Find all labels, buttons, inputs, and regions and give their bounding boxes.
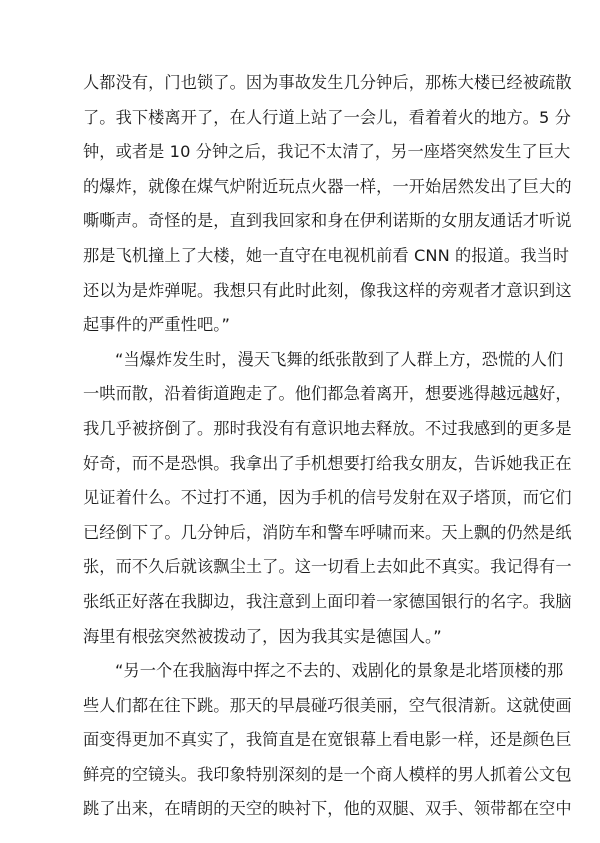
text-line: 人都没有，门也锁了。因为事故发生几分钟后，那栋大楼已经被疏散 bbox=[83, 73, 572, 92]
text-line: “当爆炸发生时，漫天飞舞的纸张散到了人群上方，恐慌的人们 bbox=[115, 349, 564, 369]
text-line: 一哄而散，沿着街道跑走了。他们都急着离开，想要逃得越远越好， bbox=[83, 384, 572, 404]
text-line: 了。我下楼离开了，在人行道上站了一会儿，看着着火的地方。5 分 bbox=[83, 107, 571, 127]
text-line: 鲜亮的空镜头。我印象特别深刻的是一个商人模样的男人抓着公文包 bbox=[83, 764, 572, 784]
paragraph-2 bbox=[83, 343, 572, 654]
body-text bbox=[83, 66, 572, 827]
text-line: 起事件的严重性吧。” bbox=[83, 315, 230, 335]
paragraph-1 bbox=[83, 66, 572, 343]
text-line: 跳了出来，在晴朗的天空的映衬下，他的双腿、双手、领带都在空中 bbox=[83, 799, 572, 819]
text-line: 那是飞机撞上了大楼，她一直守在电视机前看 CNN 的报道。我当时 bbox=[83, 245, 570, 265]
text-line: 张，而不久后就该飘尘土了。这一切看上去如此不真实。我记得有一 bbox=[83, 557, 572, 577]
text-line: 嘶嘶声。奇怪的是，直到我回家和身在伊利诺斯的女朋友通话才听说 bbox=[83, 211, 572, 231]
text-line: 已经倒下了。几分钟后，消防车和警车呼啸而来。天上飘的仍然是纸 bbox=[83, 522, 572, 542]
text-line: 还以为是炸弹呢。我想只有此时此刻，像我这样的旁观者才意识到这 bbox=[83, 280, 572, 300]
text-line: 面变得更加不真实了，我简直是在宽银幕上看电影一样，还是颜色巨 bbox=[83, 730, 572, 750]
text-line: 张纸正好落在我脚边，我注意到上面印着一家德国银行的名字。我脑 bbox=[83, 591, 572, 611]
text-line: “另一个在我脑海中挥之不去的、戏剧化的景象是北塔顶楼的那 bbox=[115, 661, 564, 681]
text-line: 钟，或者是 10 分钟之后，我记不太清了，另一座塔突然发生了巨大 bbox=[83, 142, 571, 162]
paragraph-3 bbox=[83, 654, 572, 827]
text-line: 好奇，而不是恐惧。我拿出了手机想要打给我女朋友，告诉她我正在 bbox=[83, 453, 572, 473]
text-line: 些人们都在往下跳。那天的早晨碰巧很美丽，空气很清新。这就使画 bbox=[83, 695, 572, 715]
text-line: 的爆炸，就像在煤气炉附近玩点火器一样，一开始居然发出了巨大的 bbox=[83, 176, 572, 196]
text-line: 见证着什么。不过打不通，因为手机的信号发射在双子塔顶，而它们 bbox=[83, 488, 572, 508]
text-line: 我几乎被挤倒了。那时我没有有意识地去释放。不过我感到的更多是 bbox=[83, 418, 572, 438]
text-line: 海里有根弦突然被拨动了，因为我其实是德国人。” bbox=[83, 626, 442, 646]
